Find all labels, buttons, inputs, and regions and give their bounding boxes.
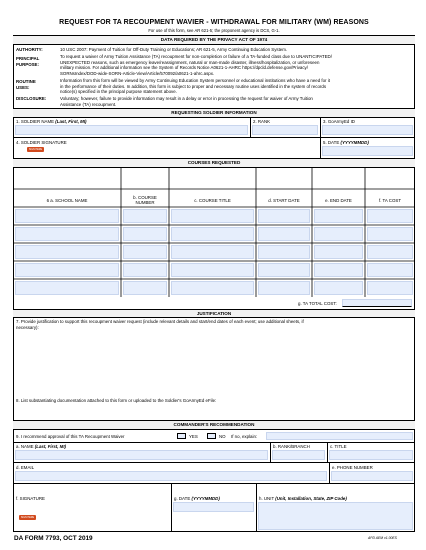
soldier-rank-input[interactable] <box>252 125 318 135</box>
documentation-textarea[interactable] <box>15 404 413 418</box>
soldier-band: REQUESTING SOLDIER INFORMATION <box>13 109 415 117</box>
commander-rank-label: b. RANK/BRANCH <box>273 444 310 449</box>
ta-total-label: g. TA TOTAL COST: <box>298 301 337 306</box>
course-row-3-start-date-input[interactable] <box>258 245 310 259</box>
course-row-1-start-date-input[interactable] <box>258 209 310 223</box>
course-row-1-course-number-input[interactable] <box>123 209 167 223</box>
goarmyed-label: 3. GoArmyEd ID <box>323 119 355 124</box>
item7-line-1: 7. Provide justification to support this recoupment waiver request (include relevant details and start/end dates of each event; use additional sheets, if <box>16 319 304 324</box>
commander-phone-label: e. PHONE NUMBER <box>332 465 373 470</box>
authority-text: 10 USC 2007: Payment of Tuition for Off-Duty Training or Educations; AR 621-5, Army Continuing Education System. <box>60 47 288 52</box>
course-row-1-ta-cost-input[interactable] <box>367 209 413 223</box>
course-row-5-end-date-input[interactable] <box>314 281 363 295</box>
soldier-name-input[interactable] <box>15 125 248 135</box>
disclosure-label: DISCLOSURE: <box>16 96 47 101</box>
form-title: REQUEST FOR TA RECOUPMENT WAVIER - WITHDRAWAL FOR MILITARY (WM) REASONS <box>59 19 369 26</box>
course-row-1-end-date-input[interactable] <box>314 209 363 223</box>
commander-email-label: d. EMAIL <box>16 465 35 470</box>
commander-email-input[interactable] <box>15 471 327 481</box>
commander-title-label: c. TITLE <box>330 444 347 449</box>
courses-band: COURSES REQUESTED <box>13 159 415 167</box>
soldier-signature-label: 4. SOLDIER SIGNATURE <box>16 140 67 145</box>
course-row-3-course-title-input[interactable] <box>171 245 254 259</box>
disclosure-line-2: Assistance (TA) recoupment. <box>60 101 117 107</box>
commander-signature-label: f. SIGNATURE <box>16 496 45 501</box>
principal-line-2: UNEXPECTED reasons, such as emergency leave/reassignment, natural or man-made disaster, illness/hospitalization, or unforeseen <box>60 59 320 65</box>
soldier-date-input[interactable] <box>322 146 413 156</box>
item8-text: 8. List substantiating documentation attached to this form or uploaded to the Soldier's GoArmyEd eFile: <box>16 398 217 403</box>
course-row-5-school-name-input[interactable] <box>15 281 119 295</box>
commander-band: COMMANDER'S RECOMMENDATION <box>13 421 415 429</box>
justification-band: JUSTIFICATION <box>13 310 415 317</box>
form-subtitle: For use of this form, see AR 621-5; the proponent agency is DCS, G-1. <box>148 28 280 33</box>
course-row-3-school-name-input[interactable] <box>15 245 119 259</box>
explain-label: If no, explain: <box>231 434 258 439</box>
form-page <box>13 14 415 532</box>
principal-label-1: PRINCIPAL <box>16 56 40 61</box>
item7-line-2: necessary): <box>16 324 39 330</box>
principal-line-1: To request a waiver of Army Tuition Assistance (TA) recoupment for non-completion or failure of a TA-funded class due to UNANTICIPATED/ <box>60 54 332 59</box>
yes-checkbox[interactable] <box>177 433 186 439</box>
privacy-band: DATA REQUIRED BY THE PRIVACY ACT OF 1974 <box>13 36 415 44</box>
course-row-4-start-date-input[interactable] <box>258 263 310 277</box>
routine-label-1: ROUTINE <box>16 79 36 84</box>
course-row-5-course-number-input[interactable] <box>123 281 167 295</box>
commander-sign-here-tab[interactable]: SIGN HERE <box>20 516 35 519</box>
course-row-4-course-number-input[interactable] <box>123 263 167 277</box>
course-row-4-school-name-input[interactable] <box>15 263 119 277</box>
course-row-4-course-title-input[interactable] <box>171 263 254 277</box>
soldier-name-label: 1. SOLDIER NAME (Last, First, MI) <box>16 119 87 124</box>
course-row-2-course-title-input[interactable] <box>171 227 254 241</box>
course-row-3-ta-cost-input[interactable] <box>367 245 413 259</box>
course-row-2-course-number-input[interactable] <box>123 227 167 241</box>
item9-text: 9. I recommend approval of this TA Recoupment Waiver <box>16 434 125 439</box>
principal-line-4: SORNsIndex/DOD-wide-SORN-Article-View/Article/570092/a0621-1-ahrc.aspx. <box>60 70 215 76</box>
principal-label-2: PURPOSE: <box>16 62 39 67</box>
goarmyed-input[interactable] <box>322 125 413 135</box>
commander-date-input[interactable] <box>173 502 254 512</box>
commander-date-label: g. DATE (YYYYMMDD) <box>174 496 220 501</box>
commander-unit-input[interactable] <box>258 502 413 530</box>
authority-label: AUTHORITY: <box>16 47 43 52</box>
soldier-sign-here-tab[interactable]: SIGN HERE <box>28 148 43 151</box>
col-ta-cost: f. TA COST <box>378 198 402 203</box>
col-course-title: c. COURSE TITLE <box>194 198 231 203</box>
yes-label: YES <box>189 434 198 439</box>
course-row-3-end-date-input[interactable] <box>314 245 363 259</box>
form-version: APD AEM v1.00ES <box>368 536 397 540</box>
ta-total-input[interactable] <box>342 299 412 307</box>
commander-name-label: a. NAME (Last, First, MI) <box>16 444 67 449</box>
col-school-name: 6 a. SCHOOL NAME <box>46 198 88 203</box>
course-row-2-school-name-input[interactable] <box>15 227 119 241</box>
disclosure-line-1: Voluntary; however, failure to provide information may result in a delay or error in processing the request for waiver of Army Tuition <box>60 96 313 101</box>
principal-line-3: military mission. For additional information see the System of Records Notice A0621-1-AHRC https://dpcld.defense.gov/Privacy/ <box>60 65 308 70</box>
routine-line-2: in the performance of their duties. In addition, this form is subject to proper and necessary routine uses identified in the system of records <box>60 83 327 89</box>
course-row-1-school-name-input[interactable] <box>15 209 119 223</box>
col-start-date: d. START DATE <box>268 198 300 203</box>
course-row-1-course-title-input[interactable] <box>171 209 254 223</box>
course-row-2-start-date-input[interactable] <box>258 227 310 241</box>
course-row-2-ta-cost-input[interactable] <box>367 227 413 241</box>
routine-line-3: notice(s) specified in the principal purpose statement above. <box>60 89 177 94</box>
col-course-number: b. COURSE NUMBER <box>133 195 157 205</box>
no-label: NO <box>219 434 226 439</box>
routine-line-1: Information from this form will be viewed by Army Continuing Education System personnel or educational institutions who have a need for it <box>60 78 330 83</box>
course-row-2-end-date-input[interactable] <box>314 227 363 241</box>
commander-rank-input[interactable] <box>272 450 325 460</box>
course-row-3-course-number-input[interactable] <box>123 245 167 259</box>
explain-input[interactable] <box>266 432 413 440</box>
form-id: DA FORM 7793, OCT 2019 <box>14 535 93 542</box>
course-row-5-course-title-input[interactable] <box>171 281 254 295</box>
course-row-5-start-date-input[interactable] <box>258 281 310 295</box>
commander-phone-input[interactable] <box>331 471 413 481</box>
col-end-date: e. END DATE <box>325 198 352 203</box>
course-row-4-end-date-input[interactable] <box>314 263 363 277</box>
justification-textarea[interactable] <box>15 332 413 396</box>
course-row-4-ta-cost-input[interactable] <box>367 263 413 277</box>
soldier-rank-label: 2. RANK <box>253 119 271 124</box>
routine-label-2: USES: <box>16 85 30 90</box>
commander-name-input[interactable] <box>15 450 268 460</box>
commander-unit-label: h. UNIT (Unit, Installation, State, ZIP Code) <box>259 496 347 501</box>
commander-title-input[interactable] <box>329 450 413 460</box>
course-row-5-ta-cost-input[interactable] <box>367 281 413 295</box>
soldier-date-label: 5. DATE (YYYYMMDD) <box>323 140 369 145</box>
no-checkbox[interactable] <box>207 433 216 439</box>
